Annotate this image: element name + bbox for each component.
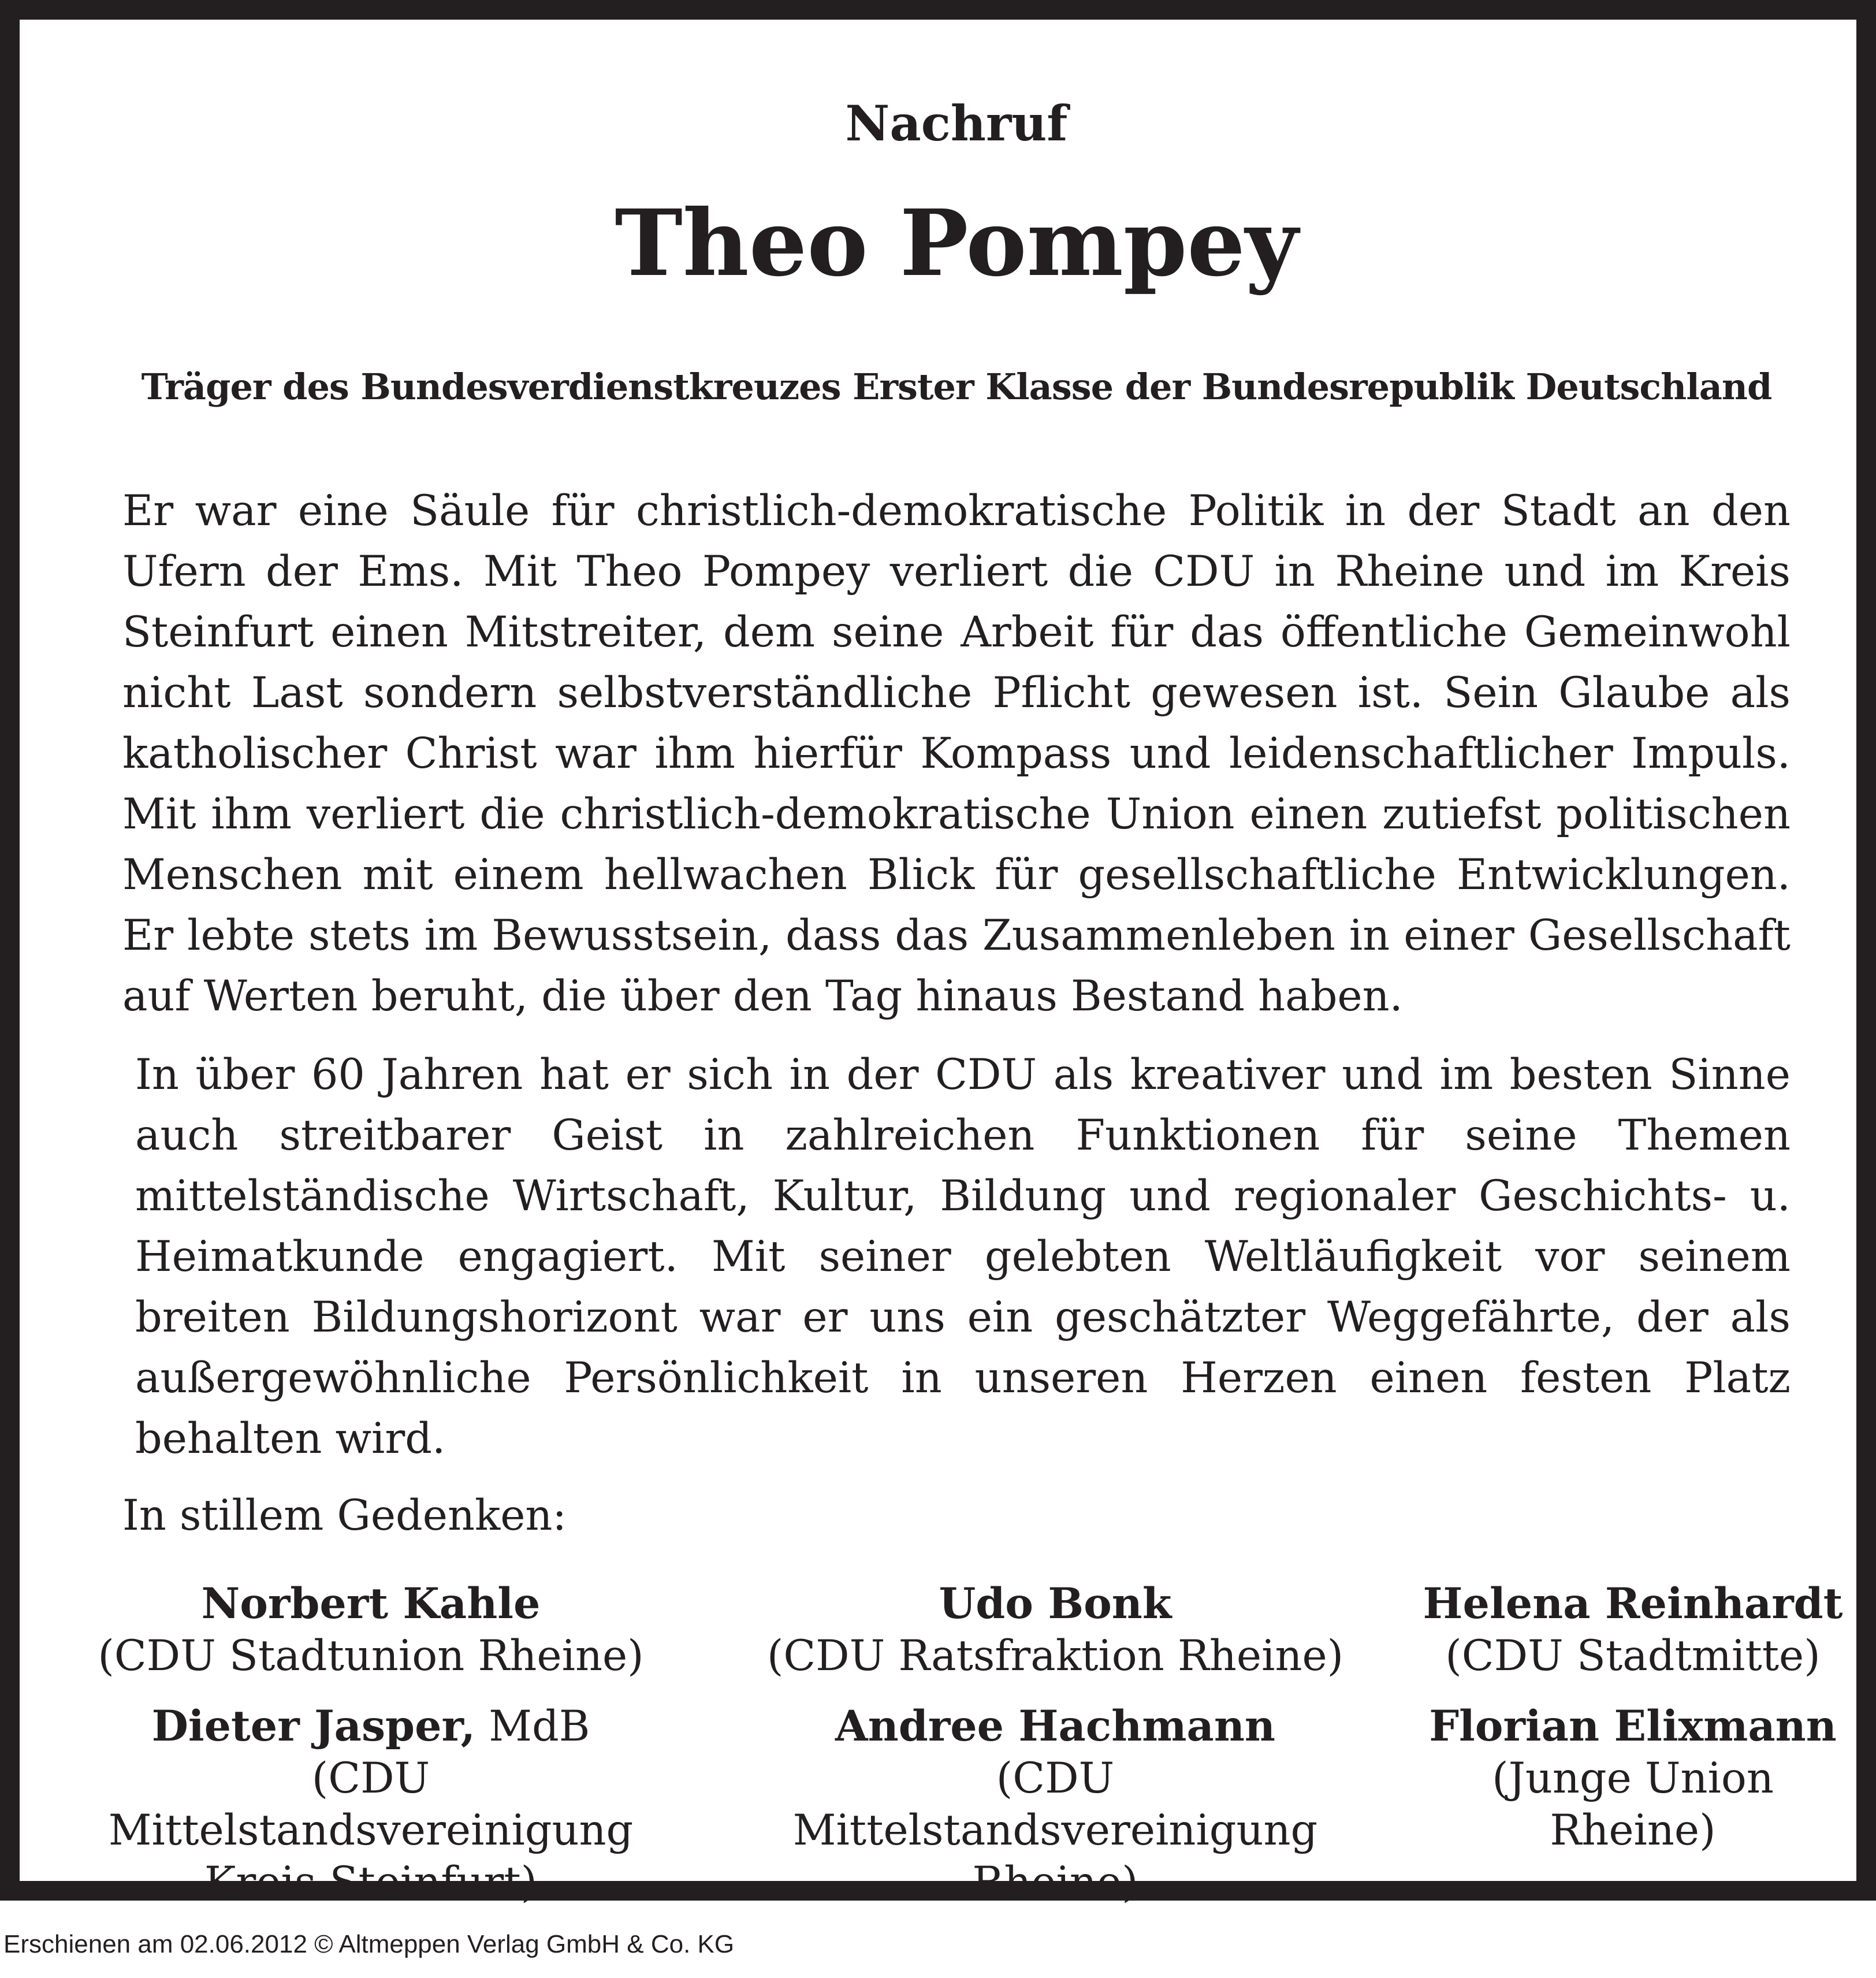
tribute-paragraph-2-text: In über 60 Jahren hat er sich in der CDU als kreativer und im besten Sinne auch streitbarer Geist in zahlreichen Funktionen für seine Themen mittelständische Wirtschaft, Kultur, Bildung und regionaler Geschichts- u. Heimatkunde engagiert. Mit seiner gelebten Weltläufigkeit vor seinem breiten Bildungshorizont war er uns ein geschätzter Weggefährte, der als außergewöhnliche Persönlichkeit in unseren Herzen einen festen Platz behalten wird.	[135, 1050, 1791, 1463]
signer-name: Dieter Jasper,	[151, 1701, 476, 1751]
signer-org: (CDU Stadtunion Rheine)	[98, 1631, 644, 1680]
signer-org-continued: Kreis Steinfurt)	[204, 1858, 538, 1907]
signer-org-continued: Rheine)	[972, 1858, 1138, 1907]
signer	[65, 1700, 677, 1909]
signer	[1408, 1700, 1858, 1857]
obituary-kicker: Nachruf	[845, 95, 1068, 152]
tribute-paragraph-2	[122, 1044, 1791, 1469]
signer-org: (CDU Ratsfraktion Rheine)	[766, 1631, 1344, 1680]
signer-org-continued: Rheine)	[1550, 1806, 1716, 1855]
signer-name: Andree Hachmann	[835, 1701, 1275, 1751]
signer	[749, 1578, 1361, 1682]
tribute-paragraph-1: Er war eine Säule für christlich-demokratische Politik in der Stadt an den Ufern der Ems. Mit Theo Pompey verliert die CDU in Rheine und im Kreis Steinfurt einen Mitstreiter, dem seine Arbeit für das öffentliche Gemeinwohl nicht Last sondern selbstverständliche Pflicht gewesen ist. Sein Glaube als katholischer Christ war ihm hierfür Kompass und leidenschaftlicher Impuls. Mit ihm verliert die christlich-demokratische Union einen zutiefst politischen Menschen mit einem hellwachen Blick für gesellschaftliche Entwicklungen. Er lebte stets im Bewusstsein, dass das Zusammenleben in einer Gesellschaft auf Werten beruht, die über den Tag hinaus Bestand haben.	[122, 486, 1791, 1021]
signer-name: Norbert Kahle	[201, 1579, 541, 1628]
publication-footer: Erschienen am 02.06.2012 © Altmeppen Verlag GmbH & Co. KG	[3, 1930, 735, 1958]
signer-org: (CDU Mittelstandsvereinigung	[792, 1754, 1318, 1855]
signer-name: Udo Bonk	[939, 1579, 1172, 1628]
signer-name: Helena Reinhardt	[1423, 1579, 1843, 1628]
signer-name: Florian Elixmann	[1429, 1701, 1837, 1751]
signer	[65, 1578, 677, 1682]
signer	[749, 1700, 1361, 1909]
signer-title: MdB	[475, 1702, 590, 1751]
signer-org: (CDU Stadtmitte)	[1445, 1631, 1821, 1680]
signer-org: (CDU Mittelstandsvereinigung	[108, 1754, 634, 1855]
signer	[1408, 1578, 1858, 1682]
deceased-name: Theo Pompey	[615, 190, 1298, 297]
signer-org: (Junge Union	[1492, 1754, 1774, 1803]
closing-line: In stillem Gedenken:	[122, 1491, 567, 1540]
award-line: Träger des Bundesverdienstkreuzes Erster Klasse der Bundesrepublik Deutschland	[141, 366, 1772, 408]
